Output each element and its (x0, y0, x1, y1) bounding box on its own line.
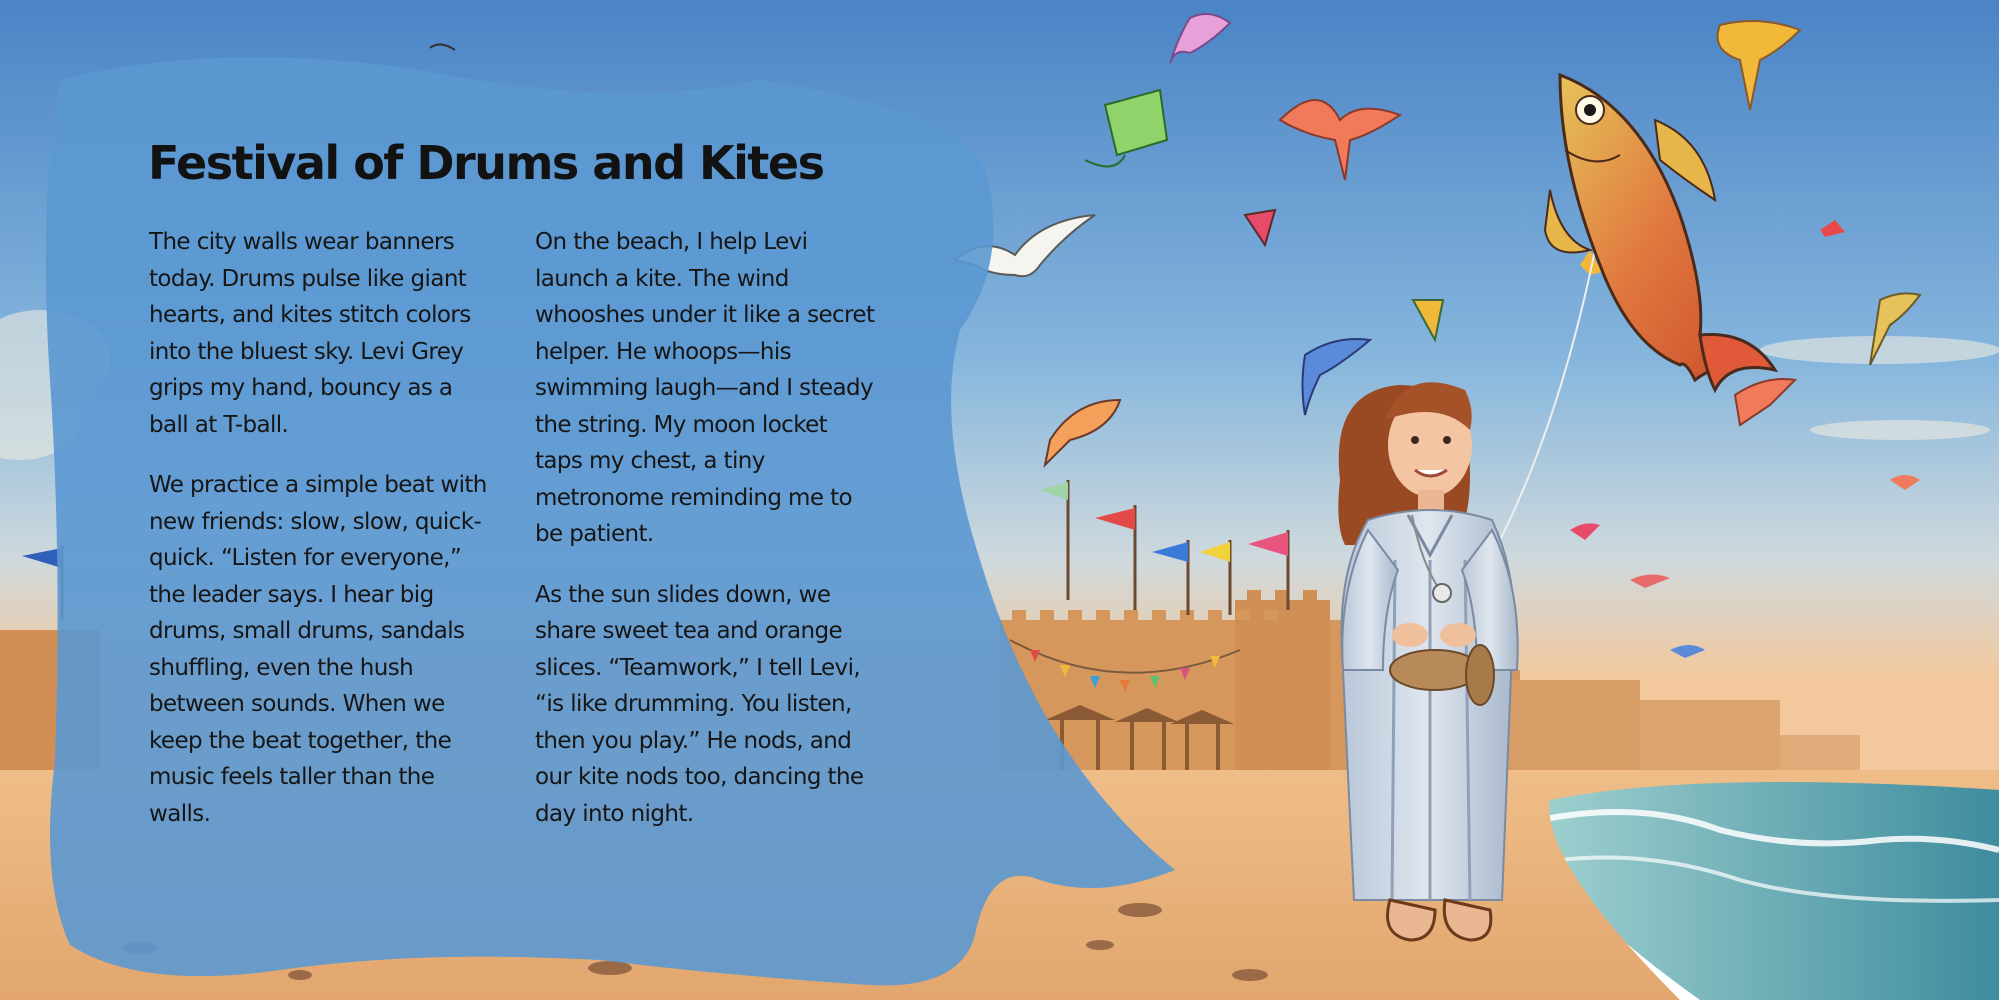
paragraph-4: As the sun slides down, we share sweet tea and orange slices. “Teamwork,” I tell Levi, “is like drumming. You listen, then you play.” He nods, and our kite nods too, dancing the day into night. (535, 581, 864, 827)
story-title: Festival of Drums and Kites (148, 136, 824, 190)
paragraph-3: On the beach, I help Levi launch a kite. The wind whooshes under it like a secret helper. He whoops—his swimming laugh—and I steady the string. My moon locket taps my chest, a tiny metronome reminding me to be patient. (535, 229, 875, 547)
paragraph-1: The city walls wear banners today. Drums pulse like giant hearts, and kites stitch colors into the bluest sky. Levi Grey grips my hand, bouncy as a ball at T-ball. (149, 229, 471, 438)
story-column-right (535, 224, 880, 856)
story-column-left (149, 224, 494, 856)
paragraph-2: We practice a simple beat with new friends: slow, slow, quick-quick. “Listen for everyone,” the leader says. I hear big drums, small drums, sandals shuffling, even the hush between sounds. When we keep the beat together, the music feels taller than the walls. (149, 472, 487, 827)
